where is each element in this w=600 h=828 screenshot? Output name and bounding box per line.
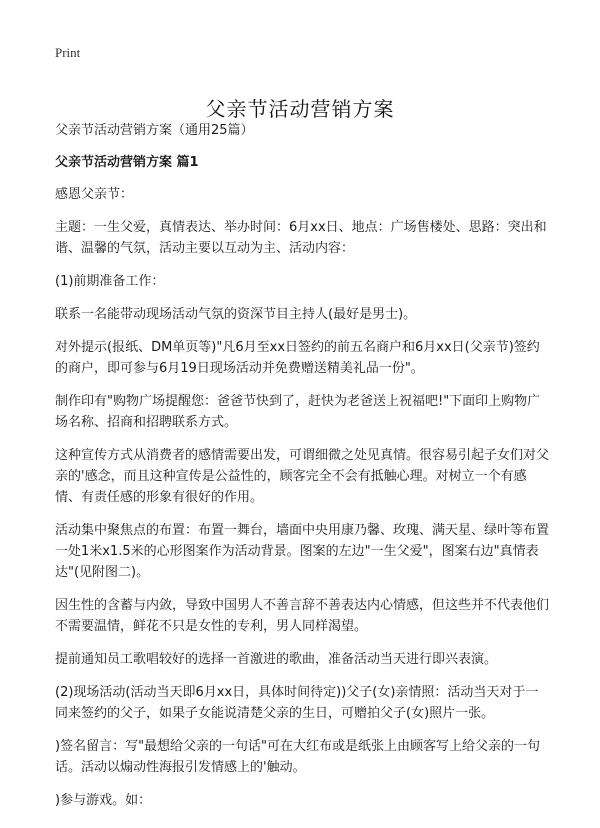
document-body: [55, 120, 550, 823]
paragraph: 制作印有"购物广场提醒您：爸爸节快到了，赶快为老爸送上祝福吧!"下面印上购物广场名称、招商和招聘联系方式。: [55, 394, 541, 430]
paragraph: 提前通知员工歌唱较好的选择一首激进的歌曲，准备活动当天进行即兴表演。: [55, 652, 498, 667]
paragraph: 因生性的含蓄与内敛，导致中国男人不善言辞不善表达内心情感，但这些并不代表他们不需要温情，鲜花不只是女性的专利，男人同样渴望。: [55, 598, 550, 634]
paragraph: )参与游戏。如：: [55, 793, 152, 808]
paragraph: 对外提示(报纸、DM单页等)"凡6月至xx日签约的前五名商户和6月xx日(父亲节)签约的商户，即可参与6月19日现场活动并免费赠送精美礼品一份"。: [55, 340, 540, 376]
paragraph: 活动集中聚焦点的布置：布置一舞台，墙面中央用康乃馨、玫瑰、满天星、绿叶等布置一处1米x1.5米的心形图案作为活动背景。图案的左边"一生父爱"，图案右边"真情表达"(见附图二)。: [55, 523, 550, 580]
print-link[interactable]: Print: [55, 45, 81, 60]
paragraph: )签名留言：写"最想给父亲的一句话"可在大红布或是纸张上由顾客写上给父亲的一句话。活动以煽动性海报引发情感上的'触动。: [55, 739, 541, 775]
document-subtitle: 父亲节活动营销方案（通用25篇）: [55, 123, 254, 138]
paragraph: (2)现场活动(活动当天即6月xx日，具体时间待定))父子(女)亲情照：活动当天对于一同来签约的父子，如果子女能说清楚父亲的生日，可赠拍父子(女)照片一张。: [55, 685, 539, 721]
paragraph: 感恩父亲节：: [55, 187, 134, 202]
paragraph: (1)前期准备工作：: [55, 274, 165, 289]
paragraph: 这种宣传方式从消费者的感情需要出发，可谓细微之处见真情。很容易引起子女们对父亲的'感念，而且这种宣传是公益性的，顾客完全不会有抵触心理。对树立一个有感情、有责任感的形象有很好的作用。: [55, 448, 550, 505]
section-heading: 父亲节活动营销方案 篇1: [55, 155, 199, 170]
document-title: 父亲节活动营销方案: [205, 97, 395, 122]
paragraph: 联系一名能带动现场活动气氛的资深节目主持人(最好是男士)。: [55, 307, 417, 322]
paragraph: 主题：一生父爱，真情表达、举办时间：6月xx日、地点：广场售楼处、思路：突出和谐、温馨的气氛，活动主要以互动为主、活动内容：: [55, 220, 547, 256]
